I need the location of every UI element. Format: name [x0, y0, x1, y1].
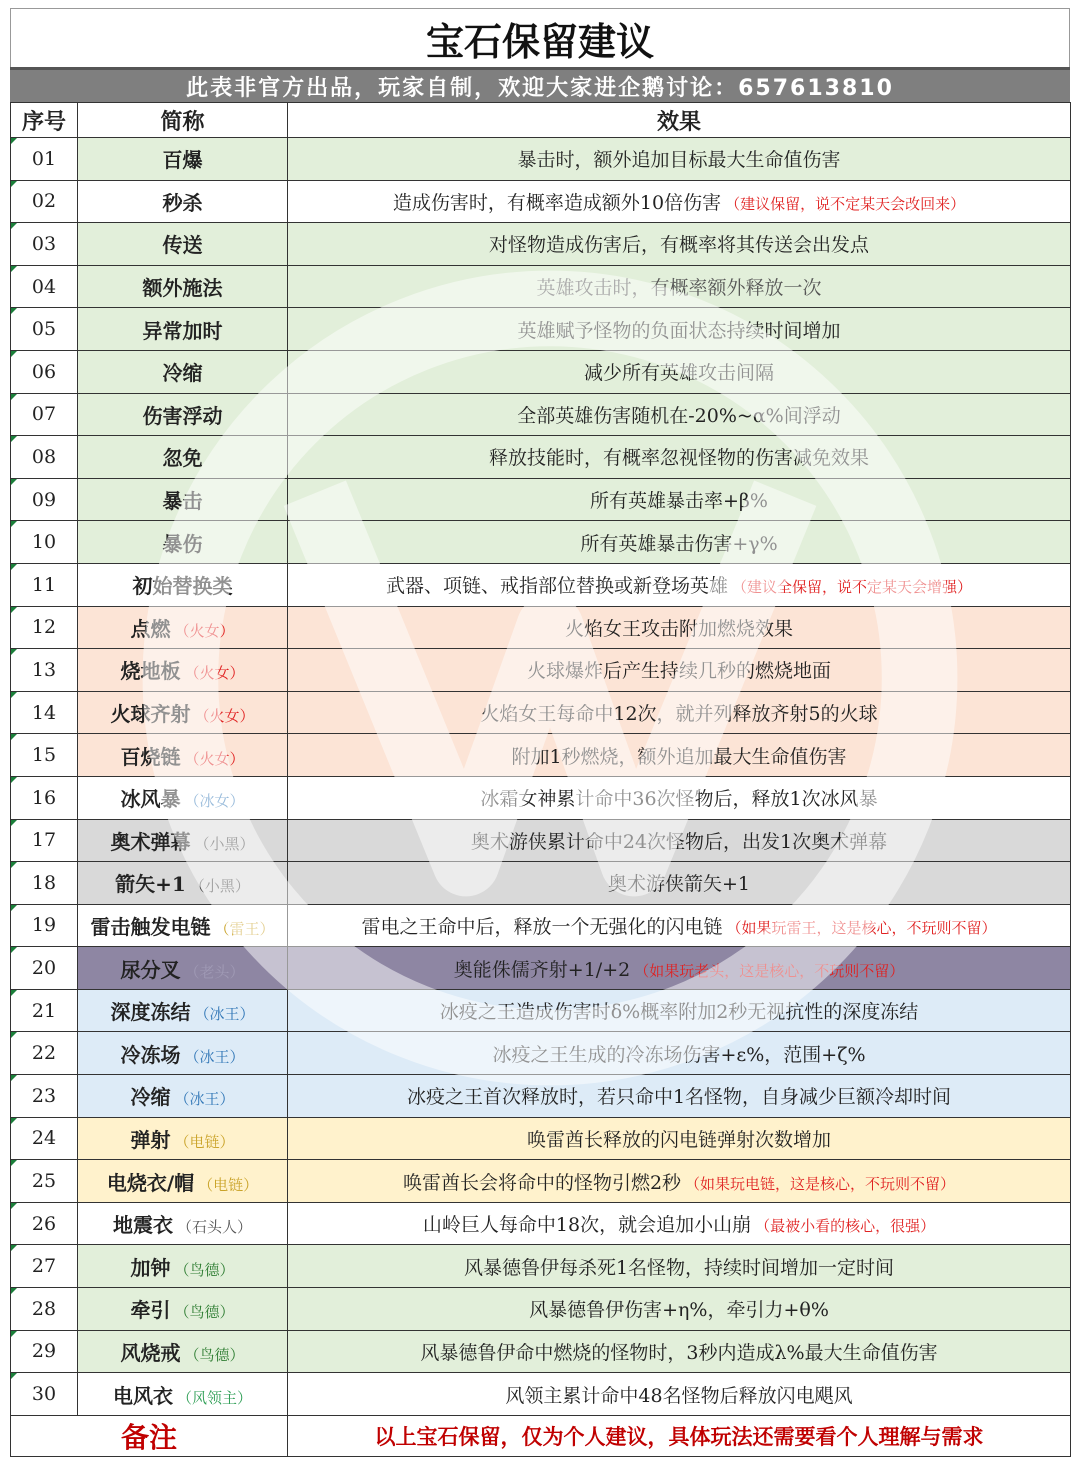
effect-note: （如果玩老头，这是核心，不玩则不留）	[634, 961, 905, 980]
table-row	[11, 436, 1071, 479]
gem-name: 冷缩	[78, 350, 288, 393]
table-row	[11, 180, 1071, 223]
cell-marker-icon	[11, 1373, 17, 1379]
effect-note: （最被小看的核心，很强）	[755, 1217, 936, 1236]
gem-name: 尿分叉 （老头）	[78, 947, 288, 990]
hero-tag: （鸟德）	[174, 1260, 235, 1279]
hero-tag: （电链）	[198, 1175, 259, 1194]
hero-tag: （小黑）	[189, 877, 250, 896]
row-number: 06	[11, 350, 78, 393]
row-number: 09	[11, 478, 78, 521]
hero-tag: （冰王）	[194, 1005, 255, 1024]
gem-effect: 造成伤害时，有概率造成额外10倍伤害 （建议保留，说不定某天会改回来）	[288, 180, 1071, 223]
header-effect: 效果	[288, 103, 1071, 138]
gem-effect: 所有英雄暴击率+β%	[288, 478, 1071, 521]
cell-marker-icon	[11, 649, 17, 655]
footer-text: 以上宝石保留，仅为个人建议，具体玩法还需要看个人理解与需求	[374, 1424, 984, 1449]
cell-marker-icon	[11, 1160, 17, 1166]
hero-tag: （鸟德）	[174, 1303, 235, 1322]
cell-marker-icon	[11, 564, 17, 570]
table-row	[11, 350, 1071, 393]
hero-tag: （冰女）	[184, 792, 245, 811]
table-row	[11, 563, 1071, 606]
gem-table	[10, 102, 1071, 1457]
gem-effect: 奥术游侠累计命中24次怪物后，出发1次奥术弹幕	[288, 819, 1071, 862]
header-num: 序号	[11, 103, 78, 138]
table-row	[11, 691, 1071, 734]
cell-marker-icon	[11, 1203, 17, 1209]
row-number: 26	[11, 1202, 78, 1245]
gem-effect: 武器、项链、戒指部位替换或新登场英雄 （建议全保留，说不定某天会增强）	[288, 563, 1071, 606]
gem-name: 冷缩 （冰王）	[78, 1075, 288, 1118]
gem-name: 冷冻场 （冰王）	[78, 1032, 288, 1075]
cell-marker-icon	[11, 862, 17, 868]
row-number: 17	[11, 819, 78, 862]
gem-name: 烧地板 （火女）	[78, 649, 288, 692]
cell-marker-icon	[11, 1331, 17, 1337]
cell-marker-icon	[11, 1075, 17, 1081]
table-row	[11, 904, 1071, 947]
gem-effect: 风暴德鲁伊命中燃烧的怪物时，3秒内造成λ%最大生命值伤害	[288, 1330, 1071, 1373]
table-row	[11, 1160, 1071, 1203]
table-row	[11, 1075, 1071, 1118]
table-row	[11, 862, 1071, 905]
effect-note: （如果玩电链，这是核心，不玩则不留）	[685, 1174, 956, 1193]
gem-effect: 冰疫之王首次释放时，若只命中1名怪物，自身减少巨额冷却时间	[288, 1075, 1071, 1118]
table-row	[11, 308, 1071, 351]
row-number: 11	[11, 563, 78, 606]
gem-effect: 唤雷酋长会将命中的怪物引燃2秒 （如果玩电链，这是核心，不玩则不留）	[288, 1160, 1071, 1203]
cell-marker-icon	[11, 1118, 17, 1124]
gem-name: 忽免	[78, 436, 288, 479]
gem-name: 暴击	[78, 478, 288, 521]
row-number: 13	[11, 649, 78, 692]
row-number: 01	[11, 138, 78, 181]
row-number: 08	[11, 436, 78, 479]
cell-marker-icon	[11, 479, 17, 485]
gem-name: 加钟 （鸟德）	[78, 1245, 288, 1288]
gem-effect: 火焰女王每命中12次，就并列释放齐射5的火球	[288, 691, 1071, 734]
gem-effect: 冰霜女神累计命中36次怪物后，释放1次冰风暴	[288, 776, 1071, 819]
hero-tag: （老头）	[184, 962, 245, 981]
gem-name: 风烧戒 （鸟德）	[78, 1330, 288, 1373]
gem-name: 箭矢+1 （小黑）	[78, 862, 288, 905]
cell-marker-icon	[11, 1032, 17, 1038]
table-row	[11, 947, 1071, 990]
table-row	[11, 776, 1071, 819]
table-row	[11, 1032, 1071, 1075]
hero-tag: （石头人）	[176, 1218, 252, 1237]
gem-effect: 冰疫之王生成的冷冻场伤害+ε%，范围+ζ%	[288, 1032, 1071, 1075]
cell-marker-icon	[11, 436, 17, 442]
gem-effect: 减少所有英雄攻击间隔	[288, 350, 1071, 393]
footer-row	[11, 1415, 1071, 1456]
cell-marker-icon	[11, 351, 17, 357]
row-number: 07	[11, 393, 78, 436]
hero-tag: （雷王）	[214, 919, 275, 938]
gem-effect: 风暴德鲁伊伤害+η%，牵引力+θ%	[288, 1288, 1071, 1331]
table-row	[11, 734, 1071, 777]
gem-name: 火球齐射 （火女）	[78, 691, 288, 734]
table-row	[11, 223, 1071, 266]
gem-name: 弹射 （电链）	[78, 1117, 288, 1160]
cell-marker-icon	[11, 734, 17, 740]
hero-tag: （风领主）	[176, 1388, 252, 1407]
gem-effect: 风领主累计命中48名怪物后释放闪电飓风	[288, 1373, 1071, 1416]
row-number: 16	[11, 776, 78, 819]
row-number: 29	[11, 1330, 78, 1373]
row-number: 24	[11, 1117, 78, 1160]
disclaimer-banner: 此表非官方出品，玩家自制，欢迎大家进企鹅讨论：657613810	[10, 67, 1070, 102]
gem-name: 深度冻结 （冰王）	[78, 989, 288, 1032]
row-number: 19	[11, 904, 78, 947]
gem-effect: 冰疫之王造成伤害时δ%概率附加2秒无视抗性的深度冻结	[288, 989, 1071, 1032]
row-number: 10	[11, 521, 78, 564]
gem-effect: 暴击时，额外追加目标最大生命值伤害	[288, 138, 1071, 181]
cell-marker-icon	[11, 820, 17, 826]
cell-marker-icon	[11, 692, 17, 698]
hero-tag: （火女）	[184, 664, 245, 683]
gem-effect: 释放技能时，有概率忽视怪物的伤害减免效果	[288, 436, 1071, 479]
table-row	[11, 649, 1071, 692]
table-row	[11, 478, 1071, 521]
gem-name: 点燃 （火女）	[78, 606, 288, 649]
gem-name: 雷击触发电链 （雷王）	[78, 904, 288, 947]
page-title: 宝石保留建议	[10, 8, 1070, 67]
gem-effect: 奥术游侠箭矢+1	[288, 862, 1071, 905]
cell-marker-icon	[11, 1245, 17, 1251]
hero-tag: （火女）	[194, 707, 255, 726]
effect-note: （如果玩雷王，这是核心，不玩则不留）	[726, 918, 997, 937]
table-row	[11, 521, 1071, 564]
gem-effect: 附加1秒燃烧，额外追加最大生命值伤害	[288, 734, 1071, 777]
gem-effect: 对怪物造成伤害后，有概率将其传送会出发点	[288, 223, 1071, 266]
hero-tag: （鸟德）	[184, 1345, 245, 1364]
row-number: 04	[11, 265, 78, 308]
cell-marker-icon	[11, 777, 17, 783]
gem-name: 伤害浮动	[78, 393, 288, 436]
header-name: 简称	[78, 103, 288, 138]
row-number: 14	[11, 691, 78, 734]
table-row	[11, 1202, 1071, 1245]
hero-tag: （小黑）	[194, 834, 255, 853]
row-number: 27	[11, 1245, 78, 1288]
gem-effect: 风暴德鲁伊每杀死1名怪物，持续时间增加一定时间	[288, 1245, 1071, 1288]
row-number: 15	[11, 734, 78, 777]
hero-tag: （电链）	[174, 1132, 235, 1151]
effect-note: （建议全保留，说不定某天会增强）	[732, 578, 973, 597]
cell-marker-icon	[11, 223, 17, 229]
table-body	[11, 138, 1071, 1416]
gem-name: 暴伤	[78, 521, 288, 564]
table-row	[11, 393, 1071, 436]
gem-effect: 雷电之王命中后，释放一个无强化的闪电链 （如果玩雷王，这是核心，不玩则不留）	[288, 904, 1071, 947]
row-number: 25	[11, 1160, 78, 1203]
gem-effect: 唤雷酋长释放的闪电链弹射次数增加	[288, 1117, 1071, 1160]
gem-name: 奥术弹幕 （小黑）	[78, 819, 288, 862]
cell-marker-icon	[11, 1288, 17, 1294]
table-row	[11, 606, 1071, 649]
gem-effect: 全部英雄伤害随机在-20%~α%间浮动	[288, 393, 1071, 436]
gem-effect: 英雄攻击时，有概率额外释放一次	[288, 265, 1071, 308]
cell-marker-icon	[11, 990, 17, 996]
hero-tag: （冰王）	[184, 1047, 245, 1066]
table-row	[11, 1288, 1071, 1331]
table-row	[11, 1245, 1071, 1288]
table-header-row	[11, 103, 1071, 138]
cell-marker-icon	[11, 905, 17, 911]
table-row	[11, 138, 1071, 181]
cell-marker-icon	[11, 266, 17, 272]
spreadsheet	[10, 8, 1070, 1458]
gem-name: 地震衣 （石头人）	[78, 1202, 288, 1245]
table-row	[11, 989, 1071, 1032]
cell-marker-icon	[11, 138, 17, 144]
gem-name: 电风衣 （风领主）	[78, 1373, 288, 1416]
gem-name: 牵引 （鸟德）	[78, 1288, 288, 1331]
table-row	[11, 1330, 1071, 1373]
footer-label: 备注	[120, 1420, 177, 1454]
row-number: 28	[11, 1288, 78, 1331]
gem-effect: 奥能侏儒齐射+1/+2 （如果玩老头，这是核心，不玩则不留）	[288, 947, 1071, 990]
gem-name: 冰风暴 （冰女）	[78, 776, 288, 819]
row-number: 21	[11, 989, 78, 1032]
gem-name: 初始替换类	[78, 563, 288, 606]
cell-marker-icon	[11, 394, 17, 400]
gem-name: 额外施法	[78, 265, 288, 308]
gem-name: 异常加时	[78, 308, 288, 351]
row-number: 20	[11, 947, 78, 990]
effect-note: （建议保留，说不定某天会改回来）	[725, 194, 966, 213]
row-number: 12	[11, 606, 78, 649]
cell-marker-icon	[11, 308, 17, 314]
gem-effect: 火球爆炸后产生持续几秒的燃烧地面	[288, 649, 1071, 692]
gem-effect: 英雄赋予怪物的负面状态持续时间增加	[288, 308, 1071, 351]
cell-marker-icon	[11, 607, 17, 613]
row-number: 23	[11, 1075, 78, 1118]
gem-effect: 山岭巨人每命中18次，就会追加小山崩 （最被小看的核心，很强）	[288, 1202, 1071, 1245]
cell-marker-icon	[11, 521, 17, 527]
table-row	[11, 1117, 1071, 1160]
hero-tag: （火女）	[174, 621, 235, 640]
table-row	[11, 819, 1071, 862]
row-number: 18	[11, 862, 78, 905]
row-number: 03	[11, 223, 78, 266]
gem-name: 百爆	[78, 138, 288, 181]
gem-name: 百烧链 （火女）	[78, 734, 288, 777]
gem-name: 电烧衣/帽 （电链）	[78, 1160, 288, 1203]
hero-tag: （冰王）	[174, 1090, 235, 1109]
gem-name: 传送	[78, 223, 288, 266]
hero-tag: （火女）	[184, 749, 245, 768]
gem-effect: 所有英雄暴击伤害+γ%	[288, 521, 1071, 564]
row-number: 05	[11, 308, 78, 351]
row-number: 30	[11, 1373, 78, 1416]
cell-marker-icon	[11, 181, 17, 187]
row-number: 22	[11, 1032, 78, 1075]
cell-marker-icon	[11, 947, 17, 953]
row-number: 02	[11, 180, 78, 223]
table-row	[11, 265, 1071, 308]
table-row	[11, 1373, 1071, 1416]
gem-name: 秒杀	[78, 180, 288, 223]
gem-effect: 火焰女王攻击附加燃烧效果	[288, 606, 1071, 649]
